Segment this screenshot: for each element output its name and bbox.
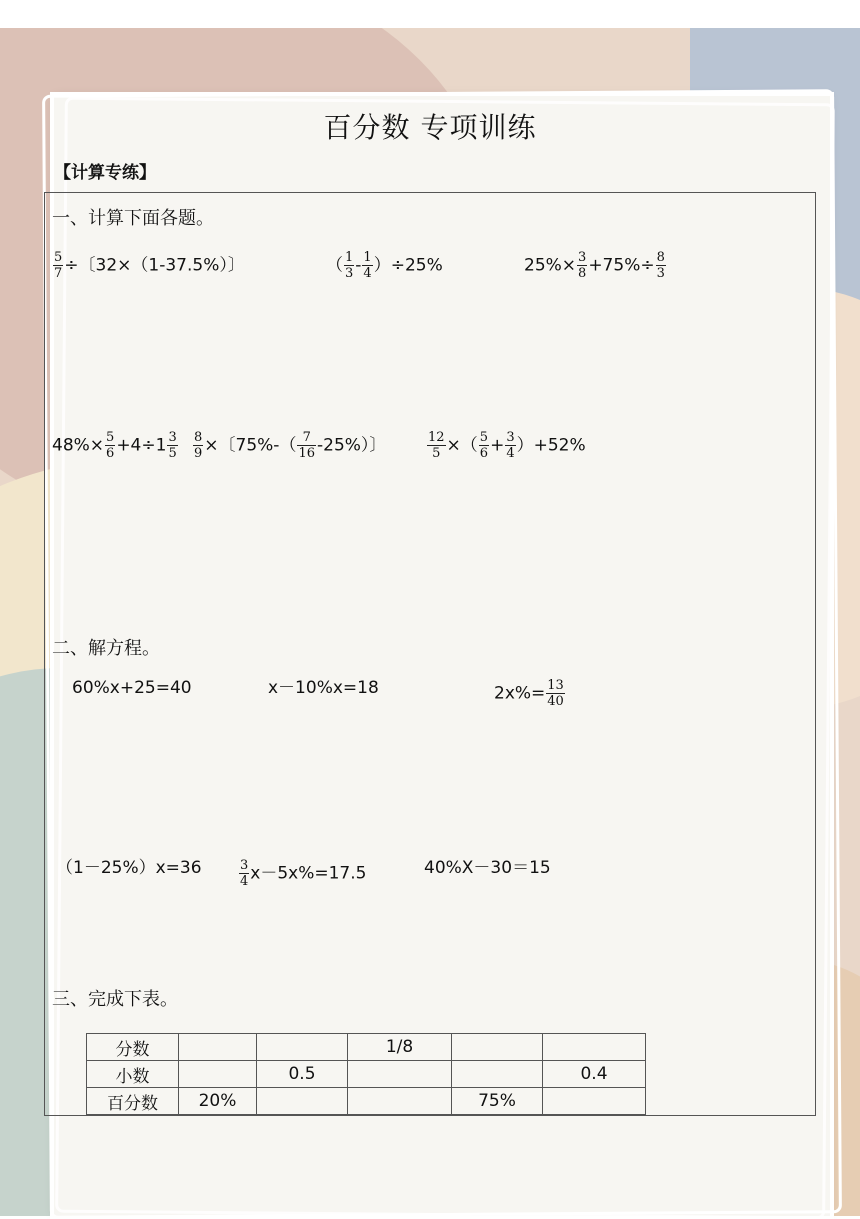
- table-cell: [179, 1034, 257, 1061]
- fraction: $\frac{5}{6}$: [106, 430, 115, 461]
- equation-3: 2x%= $\frac{13}{40}$: [494, 678, 564, 709]
- equation-5: $\frac{3}{4}$ x－5x%=17.5: [240, 858, 367, 889]
- expression-5: $\frac{8}{9}$ ×〔75%-（ $\frac{7}{16}$ -25%）〕: [194, 430, 387, 461]
- fraction: $\frac{5}{6}$: [479, 430, 489, 461]
- table-row: [87, 1061, 646, 1088]
- equation-2: x－10%x=18: [268, 678, 379, 698]
- fraction: $\frac{12}{5}$: [428, 430, 445, 461]
- table-cell: 0.4: [543, 1061, 646, 1088]
- table-row: [87, 1034, 646, 1061]
- fraction: $\frac{8}{9}$: [194, 430, 203, 461]
- table-cell: 75%: [452, 1088, 543, 1115]
- table-cell: [348, 1061, 452, 1088]
- table-cell: [452, 1034, 543, 1061]
- table-cell: [543, 1088, 646, 1115]
- fraction: $\frac{3}{4}$: [506, 430, 515, 461]
- part3-heading: 三、完成下表。: [52, 989, 178, 1010]
- table-cell: [348, 1088, 452, 1115]
- expression-4: 48%× $\frac{5}{6}$ +4÷1 $\frac{3}{5}$: [52, 430, 177, 461]
- part1-heading: 一、计算下面各题。: [52, 208, 214, 229]
- table-cell: 1/8: [348, 1034, 452, 1061]
- expression-1: $\frac{5}{7}$ ÷〔32×（1-37.5%）〕: [54, 250, 245, 281]
- conversion-table: [86, 1033, 646, 1115]
- fraction: $\frac{7}{16}$: [298, 430, 315, 461]
- fraction: $\frac{3}{5}$: [168, 430, 177, 461]
- expression-2: （ $\frac{1}{3}$ - $\frac{1}{4}$ ）÷25%: [326, 250, 443, 281]
- section-label: 【计算专练】: [54, 163, 156, 183]
- fraction: $\frac{1}{3}$: [345, 250, 354, 281]
- table-cell: 0.5: [257, 1061, 348, 1088]
- equation-4: （1－25%）x=36: [56, 858, 202, 878]
- fraction: $\frac{3}{4}$: [240, 858, 249, 889]
- table-cell: [543, 1034, 646, 1061]
- fraction: $\frac{5}{7}$: [54, 250, 63, 281]
- table-cell: [257, 1088, 348, 1115]
- fraction: $\frac{8}{3}$: [656, 250, 665, 281]
- table-cell: [179, 1061, 257, 1088]
- fraction: $\frac{1}{4}$: [363, 250, 372, 281]
- page-title: 百分数 专项训练: [323, 111, 537, 144]
- part2-heading: 二、解方程。: [52, 638, 160, 659]
- row-label: 分数: [87, 1034, 179, 1061]
- table-row: [87, 1088, 646, 1115]
- fraction: $\frac{3}{8}$: [578, 250, 587, 281]
- equation-1: 60%x+25=40: [72, 678, 192, 698]
- table-cell: [257, 1034, 348, 1061]
- row-label: 百分数: [87, 1088, 179, 1115]
- table-cell: [452, 1061, 543, 1088]
- row-label: 小数: [87, 1061, 179, 1088]
- equation-6: 40%X－30＝15: [424, 858, 551, 878]
- expression-3: 25%× $\frac{3}{8}$ +75%÷ $\frac{8}{3}$: [524, 250, 665, 281]
- fraction: $\frac{13}{40}$: [547, 678, 564, 709]
- table-cell: 20%: [179, 1088, 257, 1115]
- expression-6: $\frac{12}{5}$ ×（ $\frac{5}{6}$ + $\frac{3}{4}$ ）+52%: [428, 430, 586, 461]
